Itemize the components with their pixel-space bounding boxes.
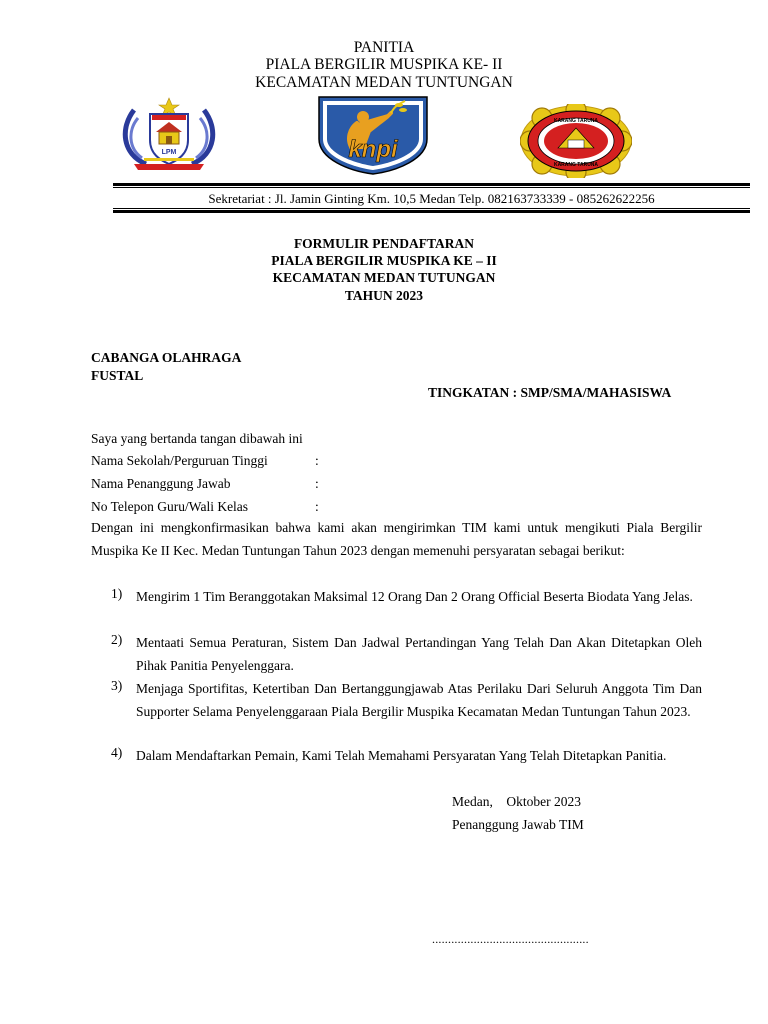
lpm-emblem-icon — [116, 96, 222, 174]
form-title-event: PIALA BERGILIR MUSPIKA KE – II — [271, 253, 497, 268]
secretariat-line: Sekretariat : Jl. Jamin Ginting Km. 10,5 Medan Telp. 082163733339 - 085262622256 — [208, 191, 655, 206]
form-title: FORMULIR PENDAFTARAN — [293, 236, 475, 251]
header-subtitle: PIALA BERGILIR MUSPIKA KE- II — [265, 56, 503, 73]
knpi-logo-text: knpi — [348, 136, 398, 163]
field-label-school: Nama Sekolah/Perguruan Tinggi — [91, 453, 268, 468]
field-colon-school: : — [315, 453, 319, 468]
knpi-emblem-icon — [317, 95, 429, 175]
field-label-phone: No Telepon Guru/Wali Kelas — [91, 499, 249, 514]
signature-line: ................................................. — [432, 932, 589, 946]
signature-place-date: Medan, Oktober 2023 — [452, 794, 581, 809]
field-label-pic: Nama Penanggung Jawab — [91, 476, 231, 491]
sport-label: CABANGA OLAHRAGA — [91, 350, 242, 365]
requirement-number: 1) — [111, 586, 123, 601]
header-rule-top-thin — [113, 187, 750, 188]
requirement-item: Menjaga Sportifitas, Ketertiban Dan Bertanggungjawab Atas Perilaku Dari Seluruh Anggota Tim Dan Supporter Selama Penyelenggaraan Piala Bergilir Muspika Kecamatan Medan Tuntungan Tahun 2023. — [136, 681, 702, 719]
sport-name: FUSTAL — [91, 368, 144, 383]
header-title: PANITIA — [353, 39, 415, 56]
form-title-year: TAHUN 2023 — [344, 288, 424, 303]
signature-role: Penanggung Jawab TIM — [452, 817, 584, 832]
lpm-logo-text: LPM — [161, 149, 177, 156]
confirmation-paragraph: Dengan ini mengkonfirmasikan bahwa kami akan mengirimkan TIM kami untuk mengikuti Piala Bergilir Muspika Ke II Kec. Medan Tuntungan Tahun 2023 dengan memenuhi persyaratan sebagai berikut: — [91, 520, 702, 558]
requirement-item: Dalam Mendaftarkan Pemain, Kami Telah Memahami Persyaratan Yang Telah Ditetapkan Panitia. — [136, 748, 667, 763]
header-rule-bottom-thin — [113, 208, 750, 209]
karang-taruna-emblem-icon — [520, 104, 632, 178]
requirement-number: 3) — [111, 678, 123, 693]
requirement-number: 2) — [111, 632, 123, 647]
form-title-district: KECAMATAN MEDAN TUTUNGAN — [272, 270, 496, 285]
header-district: KECAMATAN MEDAN TUNTUNGAN — [255, 74, 513, 91]
header-rule-top — [113, 183, 750, 186]
header-rule-bottom — [113, 210, 750, 213]
karang-taruna-top-text: KARANG TARUNA — [553, 118, 599, 124]
requirement-item: Mentaati Semua Peraturan, Sistem Dan Jadwal Pertandingan Yang Telah Dan Akan Ditetapkan Oleh Pihak Panitia Penyelenggara. — [136, 635, 702, 673]
intro-text: Saya yang bertanda tangan dibawah ini — [91, 431, 303, 446]
level-label: TINGKATAN : SMP/SMA/MAHASISWA — [428, 385, 672, 400]
field-colon-pic: : — [315, 476, 319, 491]
field-colon-phone: : — [315, 499, 319, 514]
requirement-item: Mengirim 1 Tim Beranggotakan Maksimal 12 Orang Dan 2 Orang Official Beserta Biodata Yang Jelas. — [136, 589, 693, 604]
requirement-number: 4) — [111, 745, 123, 760]
karang-taruna-bottom-text: KARANG TARUNA — [553, 162, 599, 168]
